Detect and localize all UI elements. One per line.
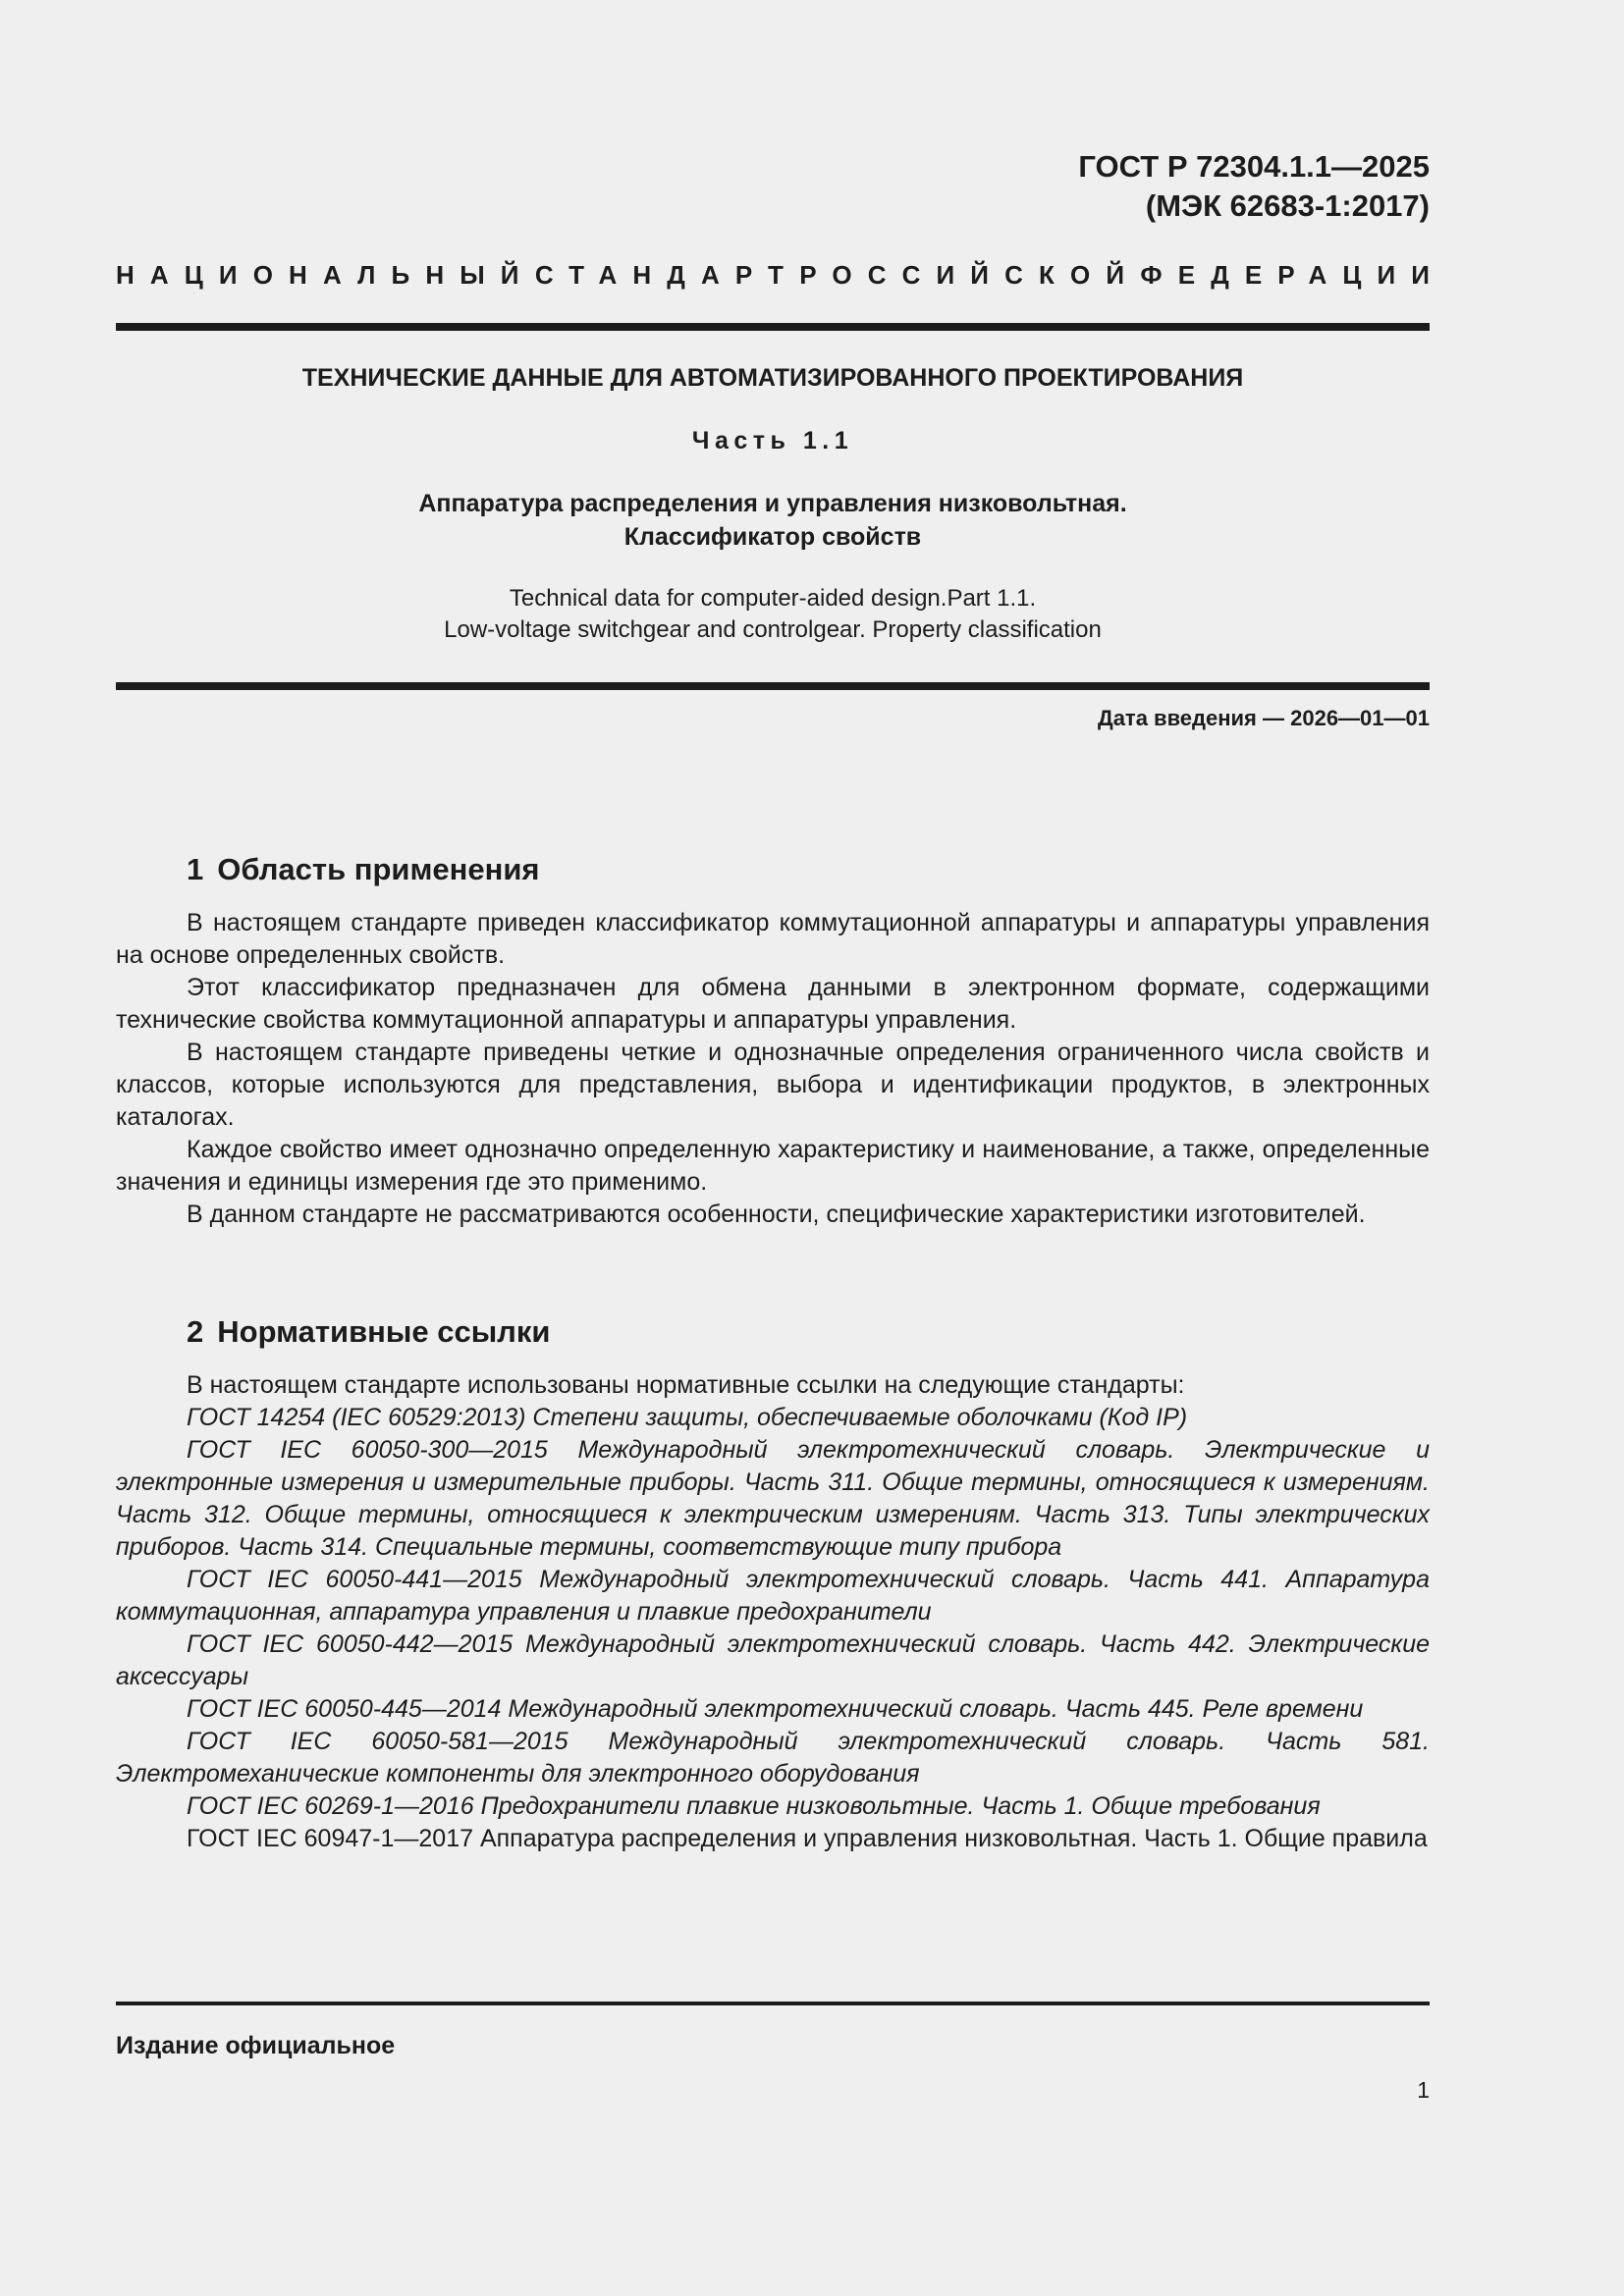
reference-item: ГОСТ IEC 60050-581—2015 Международный электротехнический словарь. Часть 581. Электромеханические компоненты для электронного оборудования [116, 1728, 1430, 1788]
reference-item: ГОСТ IEC 60050-441—2015 Международный электротехнический словарь. Часть 441. Аппаратура коммутационная, аппаратура управления и плавкие предохранители [116, 1566, 1430, 1626]
section-heading [116, 1312, 1430, 1352]
paragraph: В настоящем стандарте приведен классификатор коммутационной аппаратуры и аппаратуры управления на основе определенных свойств. [116, 909, 1430, 969]
paragraph: В настоящем стандарте использованы нормативные ссылки на следующие стандарты: [187, 1371, 1185, 1399]
banner-word: НАЦИОНАЛЬНЫЙ [116, 260, 535, 290]
national-standard-banner [116, 257, 1446, 293]
doc-equivalent: (МЭК 62683-1:2017) [1145, 188, 1430, 223]
english-title-line: Technical data for computer-aided design.Part 1.1. [509, 585, 1037, 612]
section-title: Нормативные ссылки [217, 1314, 551, 1349]
sub-title-line: Аппаратура распределения и управления низковольтная. [418, 490, 1127, 517]
reference-item: ГОСТ IEC 60050-445—2014 Международный электротехнический словарь. Часть 445. Реле времени [187, 1695, 1364, 1723]
document-page [116, 0, 1446, 2296]
sub-title [116, 487, 1430, 554]
banner-word: РОССИЙСКОЙ [799, 260, 1141, 290]
page-number: 1 [1417, 2077, 1430, 2103]
banner-word: ФЕДЕРАЦИИ [1140, 260, 1446, 290]
section-number: 2 [187, 1314, 204, 1349]
paragraph: Этот классификатор предназначен для обмена данными в электронном формате, содержащими технические свойства коммутационной аппаратуры и аппаратуры управления. [116, 974, 1430, 1034]
paragraph: В данном стандарте не рассматриваются особенности, специфические характеристики изготовителей. [187, 1201, 1366, 1228]
paragraph: В настоящем стандарте приведены четкие и однозначные определения ограниченного числа свойств и классов, которые используются для представления, выбора и идентификации продуктов, в электронных каталогах. [116, 1039, 1430, 1131]
section-heading [116, 850, 1430, 889]
reference-item: ГОСТ IEC 60050-442—2015 Международный электротехнический словарь. Часть 442. Электрические аксессуары [116, 1630, 1430, 1690]
edition-label: Издание официальное [116, 2032, 396, 2059]
banner-word: СТАНДАРТ [534, 260, 799, 290]
main-title: ТЕХНИЧЕСКИЕ ДАННЫЕ ДЛЯ АВТОМАТИЗИРОВАННОГО ПРОЕКТИРОВАНИЯ [301, 364, 1244, 392]
part-label: Часть 1.1 [691, 427, 854, 454]
footer-divider [116, 2002, 1430, 2005]
reference-item: ГОСТ IEC 60269-1—2016 Предохранители плавкие низковольтные. Часть 1. Общие требования [187, 1792, 1321, 1820]
paragraph: Каждое свойство имеет однозначно определенную характеристику и наименование, а также, определенные значения и единицы измерения где это применимо. [116, 1136, 1430, 1196]
document-id [1078, 147, 1430, 226]
english-title-line: Low-voltage switchgear and controlgear. Property classification [444, 616, 1102, 643]
top-divider [116, 323, 1430, 331]
sub-title-line: Классификатор свойств [623, 523, 922, 551]
english-title [116, 583, 1430, 646]
section-title: Область применения [217, 852, 540, 886]
section-scope [116, 850, 1430, 1231]
title-divider [116, 682, 1430, 690]
reference-item: ГОСТ 14254 (IEC 60529:2013) Степени защиты, обеспечиваемые оболочками (Код IP) [187, 1404, 1188, 1431]
section-normative-references [116, 1312, 1430, 1855]
reference-item: ГОСТ IEC 60947-1—2017 Аппаратура распределения и управления низковольтная. Часть 1. Общие правила [187, 1825, 1428, 1852]
reference-item: ГОСТ IEC 60050-300—2015 Международный электротехнический словарь. Электрические и электронные измерения и измерительные приборы. Часть 311. Общие термины, относящиеся к измерениям. Часть 312. Общие термины, относящиеся к электрическим измерениям. Часть 313. Типы электрических приборов. Часть 314. Специальные термины, соответствующие типу прибора [116, 1436, 1430, 1561]
section-number: 1 [187, 852, 204, 886]
introduction-date: Дата введения — 2026—01—01 [1098, 706, 1430, 730]
doc-number: ГОСТ Р 72304.1.1—2025 [1078, 149, 1430, 184]
